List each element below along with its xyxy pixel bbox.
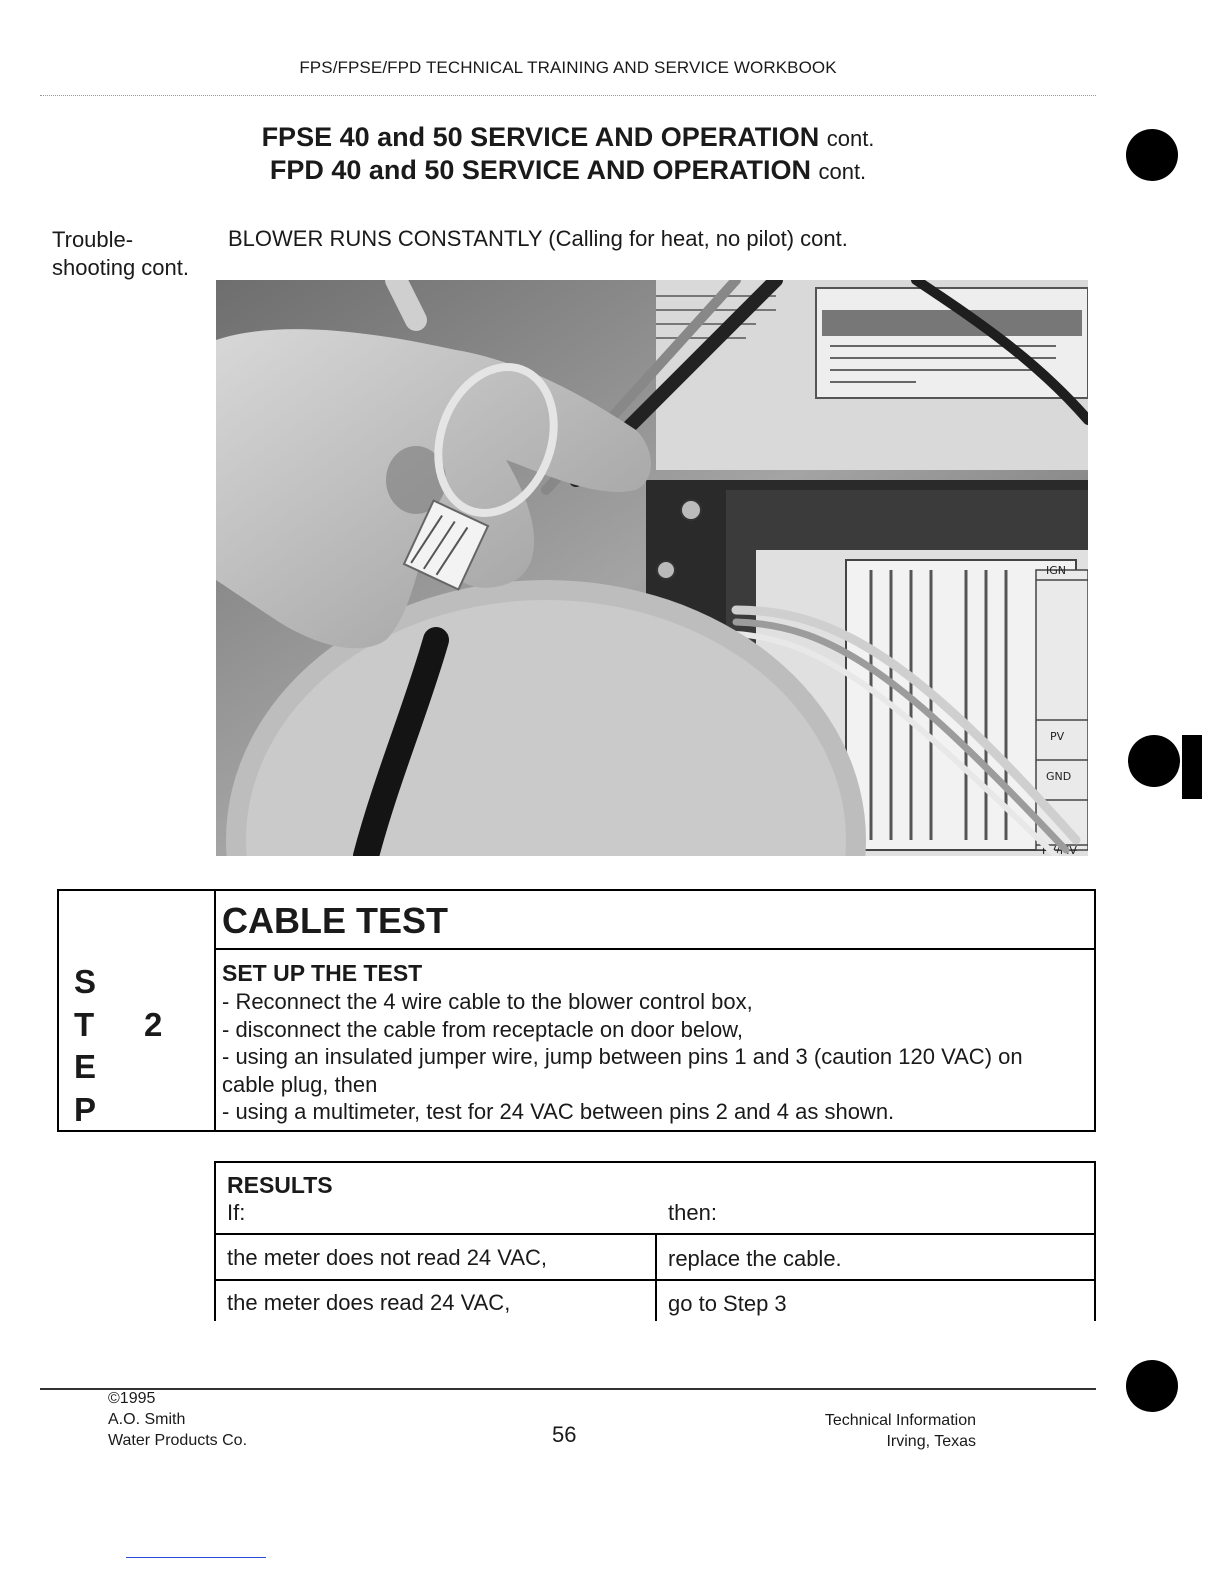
setup-title: SET UP THE TEST <box>222 960 423 986</box>
troubleshooting-side-label <box>52 226 189 282</box>
title-line-1-suffix: cont. <box>826 126 875 151</box>
step-column-divider <box>214 889 216 1132</box>
setup-line: - disconnect the cable from receptacle on door below, <box>222 1016 743 1042</box>
binder-hole-dot <box>1126 1360 1178 1412</box>
binder-hole-mark <box>1182 735 1202 799</box>
footer-technical-info: Technical Information <box>824 1412 976 1429</box>
header-divider <box>40 95 1096 96</box>
result-row-2-if: the meter does read 24 VAC, <box>227 1290 511 1315</box>
results-column-divider <box>655 1233 657 1321</box>
setup-instructions <box>222 988 1092 1126</box>
terminal-label-ign: IGN <box>1046 564 1066 577</box>
step-title: CABLE TEST <box>222 900 449 941</box>
terminal-label-gnd: GND <box>1046 770 1072 783</box>
footer-copyright-block <box>108 1388 247 1451</box>
footer-copyright: ©1995 <box>108 1390 156 1407</box>
scan-artifact-line <box>126 1557 266 1558</box>
setup-line: - using a multimeter, test for 24 VAC between pins 2 and 4 as shown. <box>222 1099 895 1124</box>
footer-location-block <box>812 1410 976 1452</box>
page-title-line-1 <box>0 122 1136 153</box>
title-line-1-bold: FPSE 40 and 50 SERVICE AND OPERATION <box>261 122 820 152</box>
setup-line: - using an insulated jumper wire, jump between pins 1 and 3 (caution 120 VAC) on <box>222 1044 1023 1069</box>
step-number: 2 <box>144 1006 163 1043</box>
title-line-2-bold: FPD 40 and 50 SERVICE AND OPERATION <box>269 155 811 185</box>
results-then-header: then: <box>668 1200 717 1225</box>
side-label-line-1: Trouble- <box>52 227 134 252</box>
footer-company-division: Water Products Co. <box>108 1432 248 1449</box>
step-letter-t: T <box>74 1006 95 1043</box>
setup-line: - Reconnect the 4 wire cable to the blower control box, <box>222 989 753 1014</box>
section-heading: BLOWER RUNS CONSTANTLY (Calling for heat, no pilot) cont. <box>228 226 848 251</box>
terminal-label-pvmv: PV/MV <box>1042 844 1077 856</box>
page-title-line-2 <box>0 155 1136 186</box>
side-label-line-2: shooting cont. <box>52 255 189 280</box>
page-number: 56 <box>552 1422 577 1447</box>
binder-hole-dot <box>1126 129 1178 181</box>
cable-test-photo <box>216 280 1088 856</box>
footer-location: Irving, Texas <box>886 1433 976 1450</box>
results-if-header: If: <box>227 1200 246 1225</box>
result-row-1-if: the meter does not read 24 VAC, <box>227 1245 547 1270</box>
binder-hole-dot <box>1128 735 1180 787</box>
result-row-1-then: replace the cable. <box>668 1246 842 1271</box>
title-line-2-suffix: cont. <box>818 159 867 184</box>
running-header: FPS/FPSE/FPD TECHNICAL TRAINING AND SERVICE WORKBOOK <box>299 58 837 77</box>
setup-line: cable plug, then <box>222 1071 378 1097</box>
step-title-divider <box>214 948 1096 950</box>
step-letter-s: S <box>74 963 97 1000</box>
step-letter-p: P <box>74 1091 97 1128</box>
footer-company: A.O. Smith <box>108 1411 186 1428</box>
step-letter-e: E <box>74 1048 97 1085</box>
terminal-label-pv: PV <box>1050 730 1065 743</box>
result-row-2-then: go to Step 3 <box>668 1291 787 1316</box>
results-title: RESULTS <box>227 1172 333 1198</box>
